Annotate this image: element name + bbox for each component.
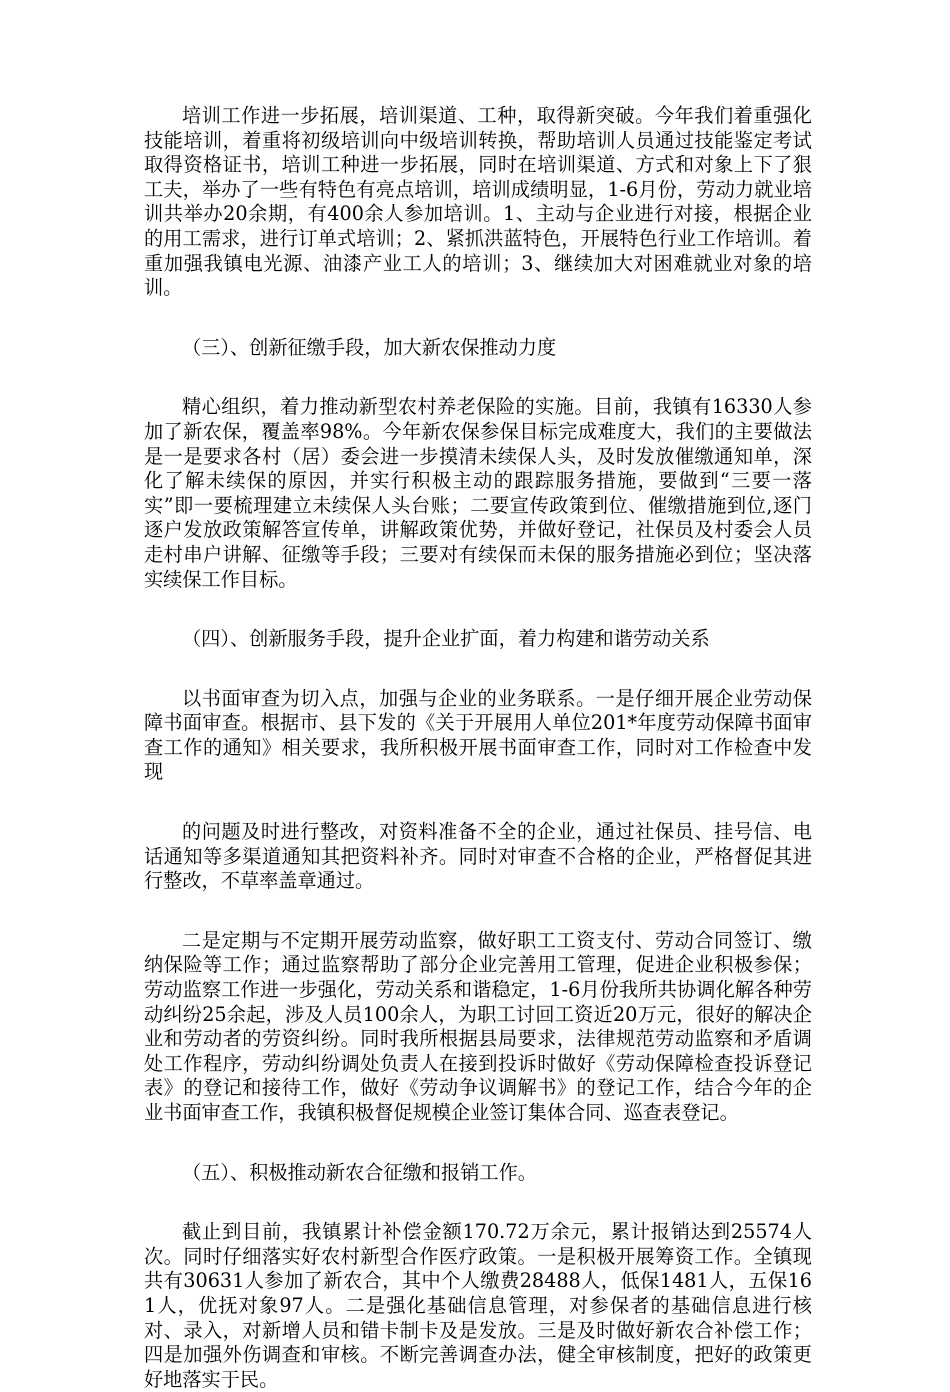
- paragraph-medical-cooperative: 截止到目前，我镇累计补偿金额170.72万余元，累计报销达到25574人次。同时仔细落实好农村新型合作医疗政策。一是积极开展筹资工作。全镇现共有30631人参加了新农合，其中个人缴费28488人，低保1481人，五保161人，优抚对象97人。二是强化基础信息管理，对参保者的基础信息进行核对、录入，对新增人员和错卡制卡及是发放。三是及时做好新农合补偿工作；四是加强外伤调查和审核。不断完善调查办法，健全审核制度，把好的政策更好地落实于民。: [144, 1220, 812, 1391]
- paragraph-pension: 精心组织，着力推动新型农村养老保险的实施。目前，我镇有16330人参加了新农保，覆盖率98%。今年新农保参保目标完成难度大，我们的主要做法是一是要求各村（居）委会进一步摸清未续保人头，及时发放催缴通知单，深化了解未续保的原因，并实行积极主动的跟踪服务措施，要做到“三要一落实”即一要梳理建立未续保人头台账；二要宣传政策到位、催缴措施到位,逐门逐户发放政策解答宣传单，讲解政策优势，并做好登记，社保员及村委会人员走村串户讲解、征缴等手段；三要对有续保而未保的服务措施必到位；坚决落实续保工作目标。: [144, 395, 812, 591]
- paragraph-labor-inspection: 二是定期与不定期开展劳动监察，做好职工工资支付、劳动合同签订、缴纳保险等工作；通过监察帮助了部分企业完善用工管理，促进企业积极参保；劳动监察工作进一步强化，劳动关系和谐稳定，1-6月份我所共协调化解各种劳动纠纷25余起，涉及人员100余人，为职工讨回工资近20万元，很好的解决企业和劳动者的劳资纠纷。同时我所根据县局要求，法律规范劳动监察和矛盾调处工作程序，劳动纠纷调处负责人在接到投诉时做好《劳动保障检查投诉登记表》的登记和接待工作，做好《劳动争议调解书》的登记工作，结合今年的企业书面审查工作，我镇积极督促规模企业签订集体合同、巡查表登记。: [144, 928, 812, 1124]
- section-heading-3: （三）、创新征缴手段，加大新农保推动力度: [182, 335, 557, 359]
- paragraph-review-continued: 的问题及时进行整改，对资料准备不全的企业，通过社保员、挂号信、电话通知等多渠道通知其把资料补齐。同时对审查不合格的企业，严格督促其进行整改，不草率盖章通过。: [144, 820, 812, 893]
- section-heading-5: （五）、积极推动新农合征缴和报销工作。: [182, 1160, 537, 1184]
- section-heading-4: （四）、创新服务手段，提升企业扩面，着力构建和谐劳动关系: [182, 627, 710, 651]
- paragraph-review: 以书面审查为切入点，加强与企业的业务联系。一是仔细开展企业劳动保障书面审查。根据市、县下发的《关于开展用人单位201*年度劳动保障书面审查工作的通知》相关要求，我所积极开展书面审查工作，同时对工作检查中发现: [144, 686, 812, 784]
- paragraph-training: 培训工作进一步拓展，培训渠道、工种，取得新突破。今年我们着重强化技能培训，着重将初级培训向中级培训转换，帮助培训人员通过技能鉴定考试取得资格证书，培训工种进一步拓展，同时在培训渠道、方式和对象上下了狠工夫，举办了一些有特色有亮点培训，培训成绩明显，1-6月份，劳动力就业培训共举办20余期，有400余人参加培训。1、主动与企业进行对接，根据企业的用工需求，进行订单式培训；2、紧抓洪蓝特色，开展特色行业工作培训。着重加强我镇电光源、油漆产业工人的培训；3、继续加大对困难就业对象的培训。: [144, 104, 812, 300]
- document-body: [144, 104, 812, 1392]
